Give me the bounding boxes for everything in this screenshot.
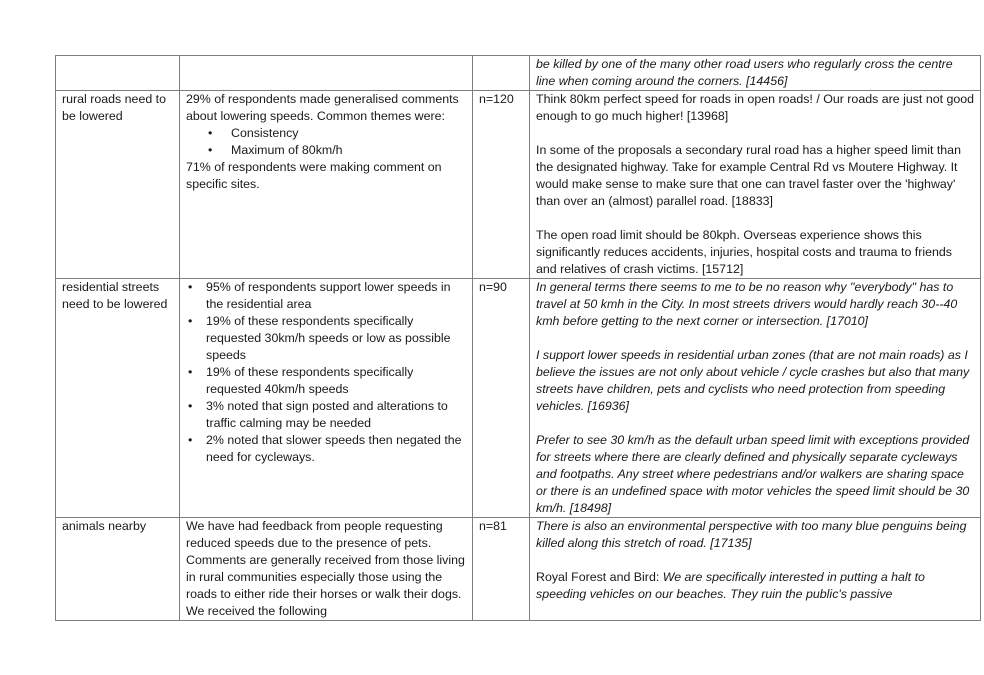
summary-intro: 29% of respondents made generalised comments about lowering speeds. Common themes were: (186, 92, 459, 123)
summary-cell (180, 279, 473, 518)
quote (536, 56, 975, 90)
category-cell (56, 518, 180, 621)
quote (536, 432, 975, 517)
quote (536, 279, 975, 330)
quote (536, 518, 975, 552)
list-item: • 19% of these respondents specifically requested 40km/h speeds (186, 364, 467, 398)
count-cell (473, 279, 530, 518)
category-cell (56, 279, 180, 518)
quote (536, 347, 975, 415)
summary-cell (180, 56, 473, 91)
quote-text: Prefer to see 30 km/h as the default urban speed limit with exceptions provided for streets where there are clearly defined and physically separate cycleways and footpaths. Any street where pedestrians and/or walkers are sharing space or there is an undefined space with motor vehicles the speed limit should be 30 km/h. [18498] (536, 433, 970, 515)
list-item: • 19% of these respondents specifically requested 30km/h speeds or low as possible speeds (186, 313, 467, 364)
count-cell (473, 518, 530, 621)
category-cell (56, 56, 180, 91)
summary-outro: 71% of respondents were making comment on specific sites. (186, 160, 442, 191)
category-label: rural roads need to be lowered (62, 92, 167, 123)
quote-text: I support lower speeds in residential urban zones (that are not main roads) as I believe the issues are not only about vehicle / cycle crashes but also that many streets have children, pets and cyclists who need protection from speeding vehicles. [16936] (536, 348, 970, 413)
quotes-cell (530, 279, 981, 518)
list-item: • 95% of respondents support lower speeds in the residential area (186, 279, 467, 313)
respondent-count: n=90 (479, 280, 507, 294)
quote-text: In general terms there seems to me to be no reason why "everybody" has to travel at 50 kmh in the City. In most streets drivers would hardly reach 30--40 kmh before getting to the next corner or intersection. [17010] (536, 280, 958, 328)
list-item: • 2% noted that slower speeds then negated the need for cycleways. (186, 432, 467, 466)
quote (536, 91, 975, 125)
summary-cell (180, 518, 473, 621)
quote (536, 142, 975, 210)
list-item: • 3% noted that sign posted and alterations to traffic calming may be needed (186, 398, 467, 432)
quotes-cell (530, 56, 981, 91)
quotes-cell (530, 518, 981, 621)
count-cell (473, 91, 530, 279)
quote-text: There is also an environmental perspective with too many blue penguins being killed along this stretch of road. [17135] (536, 519, 967, 550)
category-cell (56, 91, 180, 279)
category-label: animals nearby (62, 519, 147, 533)
table-row (56, 91, 981, 279)
respondent-count: n=120 (479, 92, 514, 106)
quote (536, 569, 975, 603)
count-cell (473, 56, 530, 91)
table-row (56, 279, 981, 518)
quotes-cell (530, 91, 981, 279)
respondent-count: n=81 (479, 519, 507, 533)
quote-text: be killed by one of the many other road users who regularly cross the centre line when coming around the corners. [14456] (536, 57, 953, 88)
table-row (56, 518, 981, 621)
quote (536, 227, 975, 278)
summary-cell (180, 91, 473, 279)
list-item: • Maximum of 80km/h (186, 142, 467, 159)
quote-text: We are specifically interested in putting a halt to speeding vehicles on our beaches. They ruin the public's passive (536, 570, 925, 601)
quote-text: The open road limit should be 80kph. Overseas experience shows this significantly reduces accidents, injuries, hospital costs and trauma to friends and relatives of crash victims. [15712] (536, 228, 952, 276)
summary-bullet-list (186, 125, 467, 159)
quote-text: Think 80km perfect speed for roads in open roads! / Our roads are just not good enough to go much higher! [13968] (536, 92, 975, 123)
quote-text: In some of the proposals a secondary rural road has a higher speed limit than the designated highway. Take for example Central Rd vs Moutere Highway. It would make sense to make sure that one can travel faster over the 'highway' than over an (almost) parallel road. [18833] (536, 143, 961, 208)
submissions-table (55, 55, 981, 621)
category-label: residential streets need to be lowered (62, 280, 168, 311)
table-row (56, 56, 981, 91)
summary-text: We have had feedback from people requesting reduced speeds due to the presence of pets. Comments are generally received from those living in rural communities especially those using the roads to either ride their horses or walk their dogs. We received the following (186, 519, 465, 618)
summary-bullet-list (186, 279, 467, 466)
quote-attribution: Royal Forest and Bird: (536, 570, 663, 584)
list-item: • Consistency (186, 125, 467, 142)
